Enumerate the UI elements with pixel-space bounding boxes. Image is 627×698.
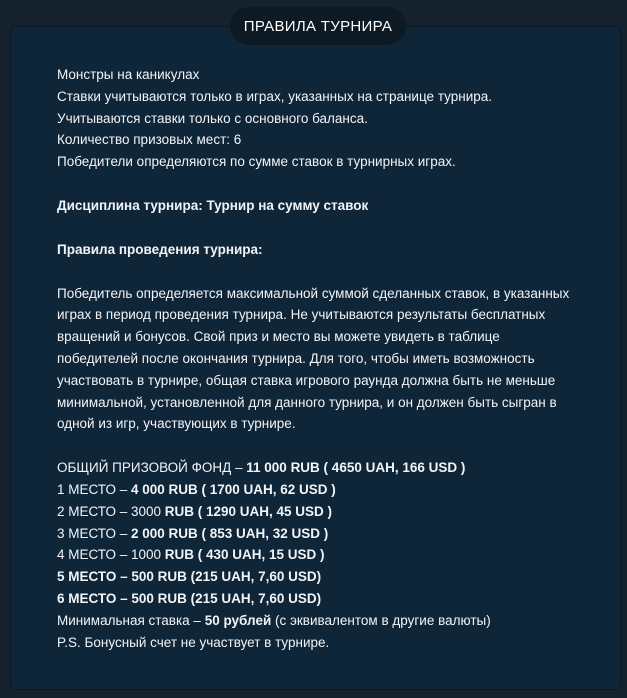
prize-fund-value: 11 000 RUB ( 4650 UAH, 166 USD ) [246, 460, 466, 476]
min-bet-suffix: (с эквивалентом в другие валюты) [271, 612, 491, 628]
rules-paragraph-line: минимальной, установленной для данного турнира, и он должен быть сыгран в [57, 394, 557, 410]
rules-paragraph-line: играх в период проведения турнира. Не учитываются результаты бесплатных [57, 307, 546, 323]
rules-paragraph-line: победителей после окончания турнира. Для того, чтобы иметь возможность [57, 350, 535, 366]
prize-place-6 [57, 588, 567, 610]
min-bet [57, 610, 567, 632]
tournament-name: Монстры на каникулах [57, 67, 200, 82]
page-title: ПРАВИЛА ТУРНИРА [230, 7, 406, 45]
place-value: RUB ( 430 UAH, 15 USD ) [164, 547, 325, 563]
place-value: 5 МЕСТО – 500 RUB (215 UAH, 7,60 USD) [57, 569, 322, 585]
place-value: RUB ( 1290 UAH, 45 USD ) [164, 503, 333, 519]
min-bet-label: Минимальная ставка – [57, 612, 205, 628]
prize-place-2 [57, 501, 567, 523]
place-label: 3 МЕСТО – [57, 525, 131, 541]
discipline-heading: Дисциплина турнира: Турнир на сумму ставок [57, 197, 369, 213]
rules-heading: Правила проведения турнира: [57, 241, 263, 257]
place-label: 4 МЕСТО – 1000 [57, 547, 165, 563]
rules-paragraph-line: одной из игр, участвующих в турнире. [57, 416, 296, 432]
place-value: 4 000 RUB ( 1700 UAH, 62 USD ) [130, 481, 336, 497]
ps-note: P.S. Бонусный счет не участвует в турнире. [57, 634, 330, 650]
rules-content [57, 64, 570, 653]
prize-place-4 [57, 544, 567, 566]
prize-place-1 [57, 479, 567, 501]
place-label: 1 МЕСТО – [57, 481, 131, 497]
intro-line: Учитываются ставки только с основного баланса. [57, 110, 368, 126]
rules-paragraph-line: Победитель определяется максимальной суммой сделанных ставок, в указанных [57, 285, 570, 301]
min-bet-value: 50 рублей [204, 612, 272, 628]
place-value: 2 000 RUB ( 853 UAH, 32 USD ) [130, 525, 329, 541]
rules-paragraph-line: вращений и бонусов. Свой приз и место вы можете увидеть в таблице [57, 329, 500, 345]
place-label: 2 МЕСТО – 3000 [57, 503, 165, 519]
prize-place-5 [57, 566, 567, 588]
prize-fund-label: ОБЩИЙ ПРИЗОВОЙ ФОНД – [57, 460, 247, 476]
prize-place-3 [57, 523, 567, 545]
intro-line: Ставки учитываются только в играх, указанных на странице турнира. [57, 88, 493, 104]
rules-paragraph-line: участвовать в турнире, общая ставка игрового раунда должна быть не меньше [57, 372, 556, 388]
prize-places-count: Количество призовых мест: 6 [57, 132, 242, 148]
intro-line: Победители определяются по сумме ставок в турнирных играх. [57, 154, 456, 170]
prize-fund [57, 457, 567, 479]
place-value: 6 МЕСТО – 500 RUB (215 UAH, 7,60 USD) [57, 590, 322, 606]
